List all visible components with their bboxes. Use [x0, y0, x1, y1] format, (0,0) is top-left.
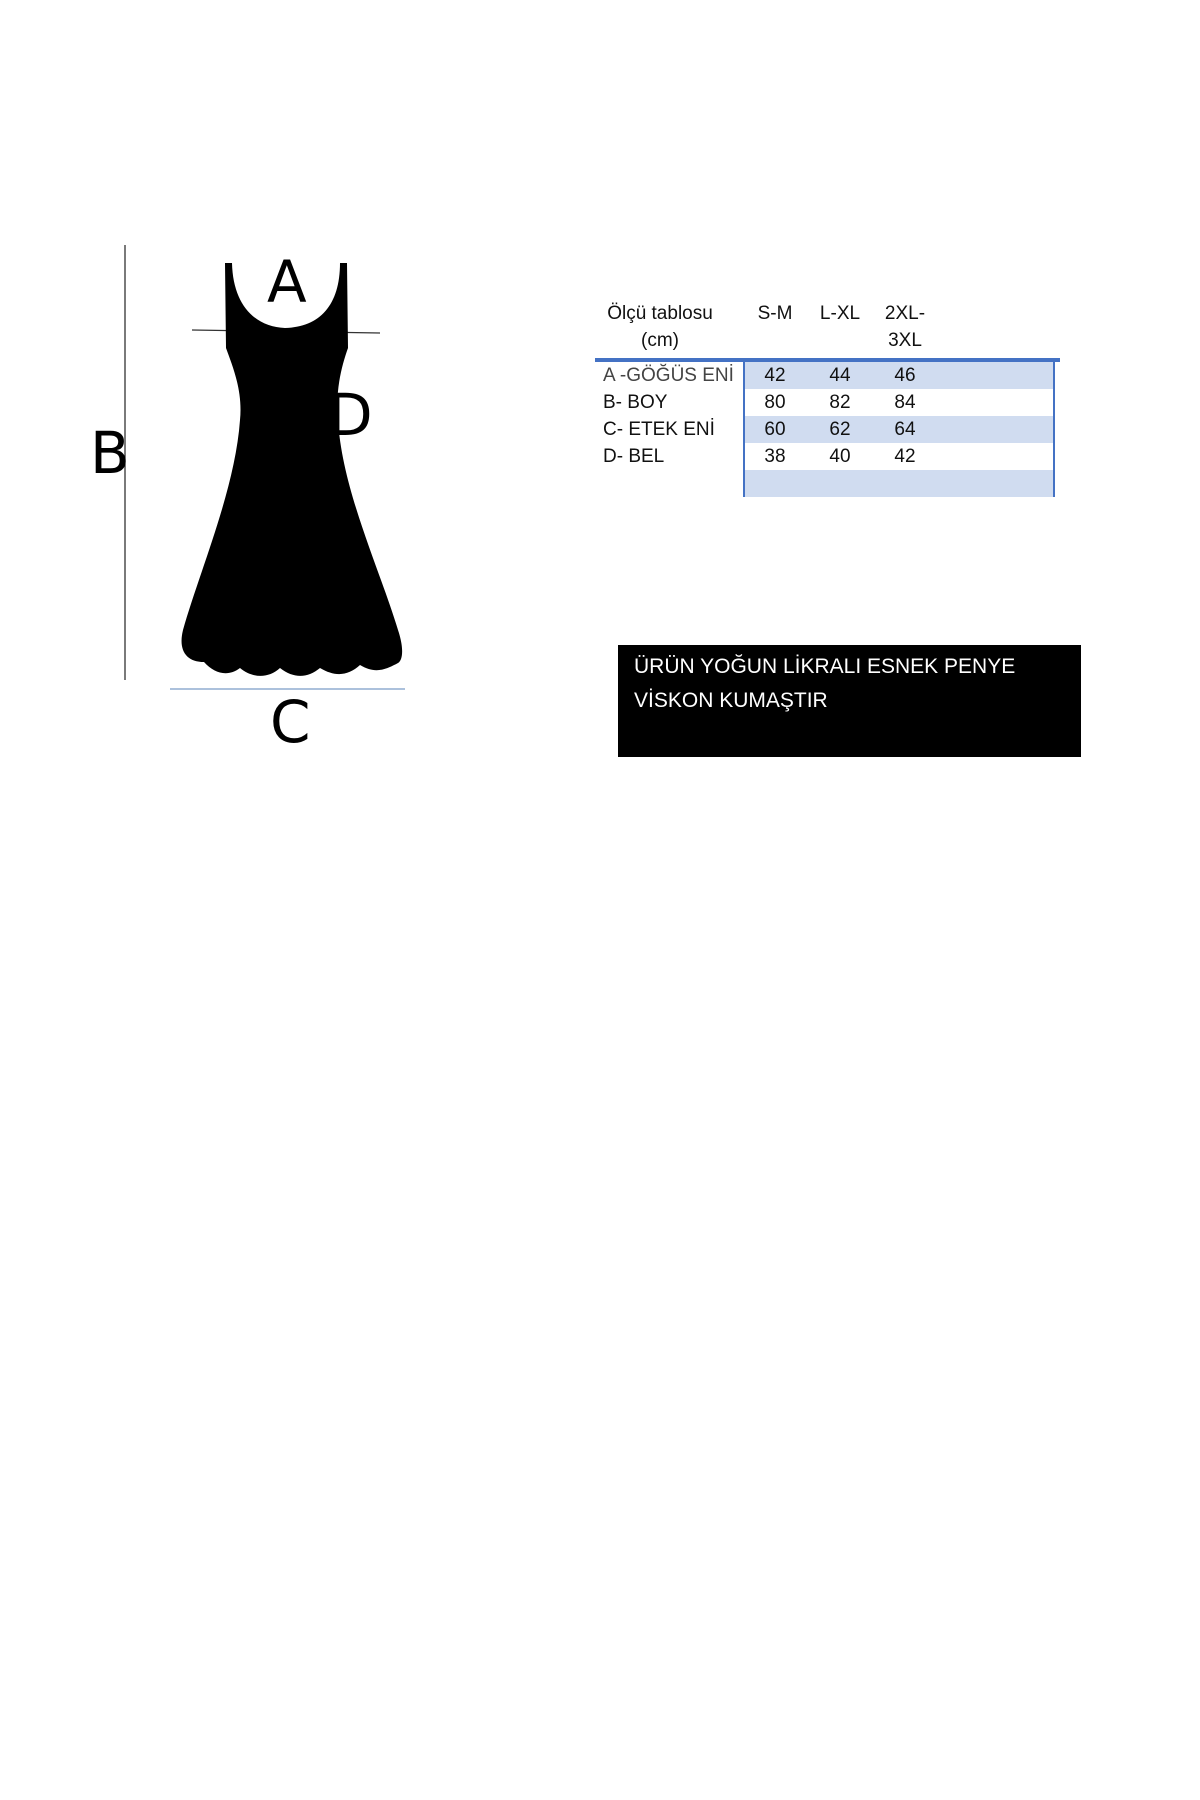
row-label-waist: D- BEL: [603, 446, 665, 467]
cell-value: 38: [764, 446, 786, 467]
cell-value: 42: [764, 365, 786, 386]
table-row: [595, 389, 1060, 416]
size-table-body: [595, 362, 1060, 497]
table-left-border: [743, 362, 745, 497]
label-d: D: [328, 381, 373, 449]
cell-value: 42: [894, 446, 916, 467]
row-label-bust: A -GÖĞÜS ENİ: [603, 365, 734, 386]
fabric-note-line2: VİSKON KUMAŞTIR: [634, 689, 828, 712]
row-label-hem: C- ETEK ENİ: [603, 419, 715, 440]
cell-value: 46: [894, 365, 916, 386]
dress-illustration: [80, 230, 430, 760]
cell-value: 82: [829, 392, 851, 413]
label-a: A: [267, 248, 307, 316]
table-unit: (cm): [641, 330, 679, 351]
dress-silhouette: [182, 263, 403, 676]
dress-diagram: [80, 230, 430, 760]
row-label-length: B- BOY: [603, 392, 668, 413]
fabric-note-line1: ÜRÜN YOĞUN LİKRALI ESNEK PENYE: [634, 655, 1016, 678]
size-header-2xl: 2XL-: [884, 303, 926, 324]
fabric-note: [618, 645, 1081, 757]
cell-value: 62: [829, 419, 851, 440]
cell-value: 60: [764, 419, 786, 440]
size-header-s-m: S-M: [757, 303, 793, 324]
table-row: [595, 416, 1060, 443]
label-b: B: [90, 419, 130, 487]
row-band: [745, 470, 1055, 497]
cell-value: 64: [894, 419, 916, 440]
table-row: [595, 362, 1060, 389]
table-row: [595, 443, 1060, 470]
table-row-empty: [595, 470, 1060, 497]
size-header-l-xl: L-XL: [819, 303, 861, 324]
table-title: Ölçü tablosu: [607, 303, 713, 324]
cell-value: 80: [764, 392, 786, 413]
size-table: [595, 300, 1060, 467]
cell-value: 44: [829, 365, 851, 386]
cell-value: 84: [894, 392, 916, 413]
label-c: C: [270, 688, 311, 756]
size-table-header: [595, 300, 1060, 359]
cell-value: 40: [829, 446, 851, 467]
size-header-3xl: 3XL: [888, 330, 922, 351]
table-right-border: [1053, 362, 1055, 497]
